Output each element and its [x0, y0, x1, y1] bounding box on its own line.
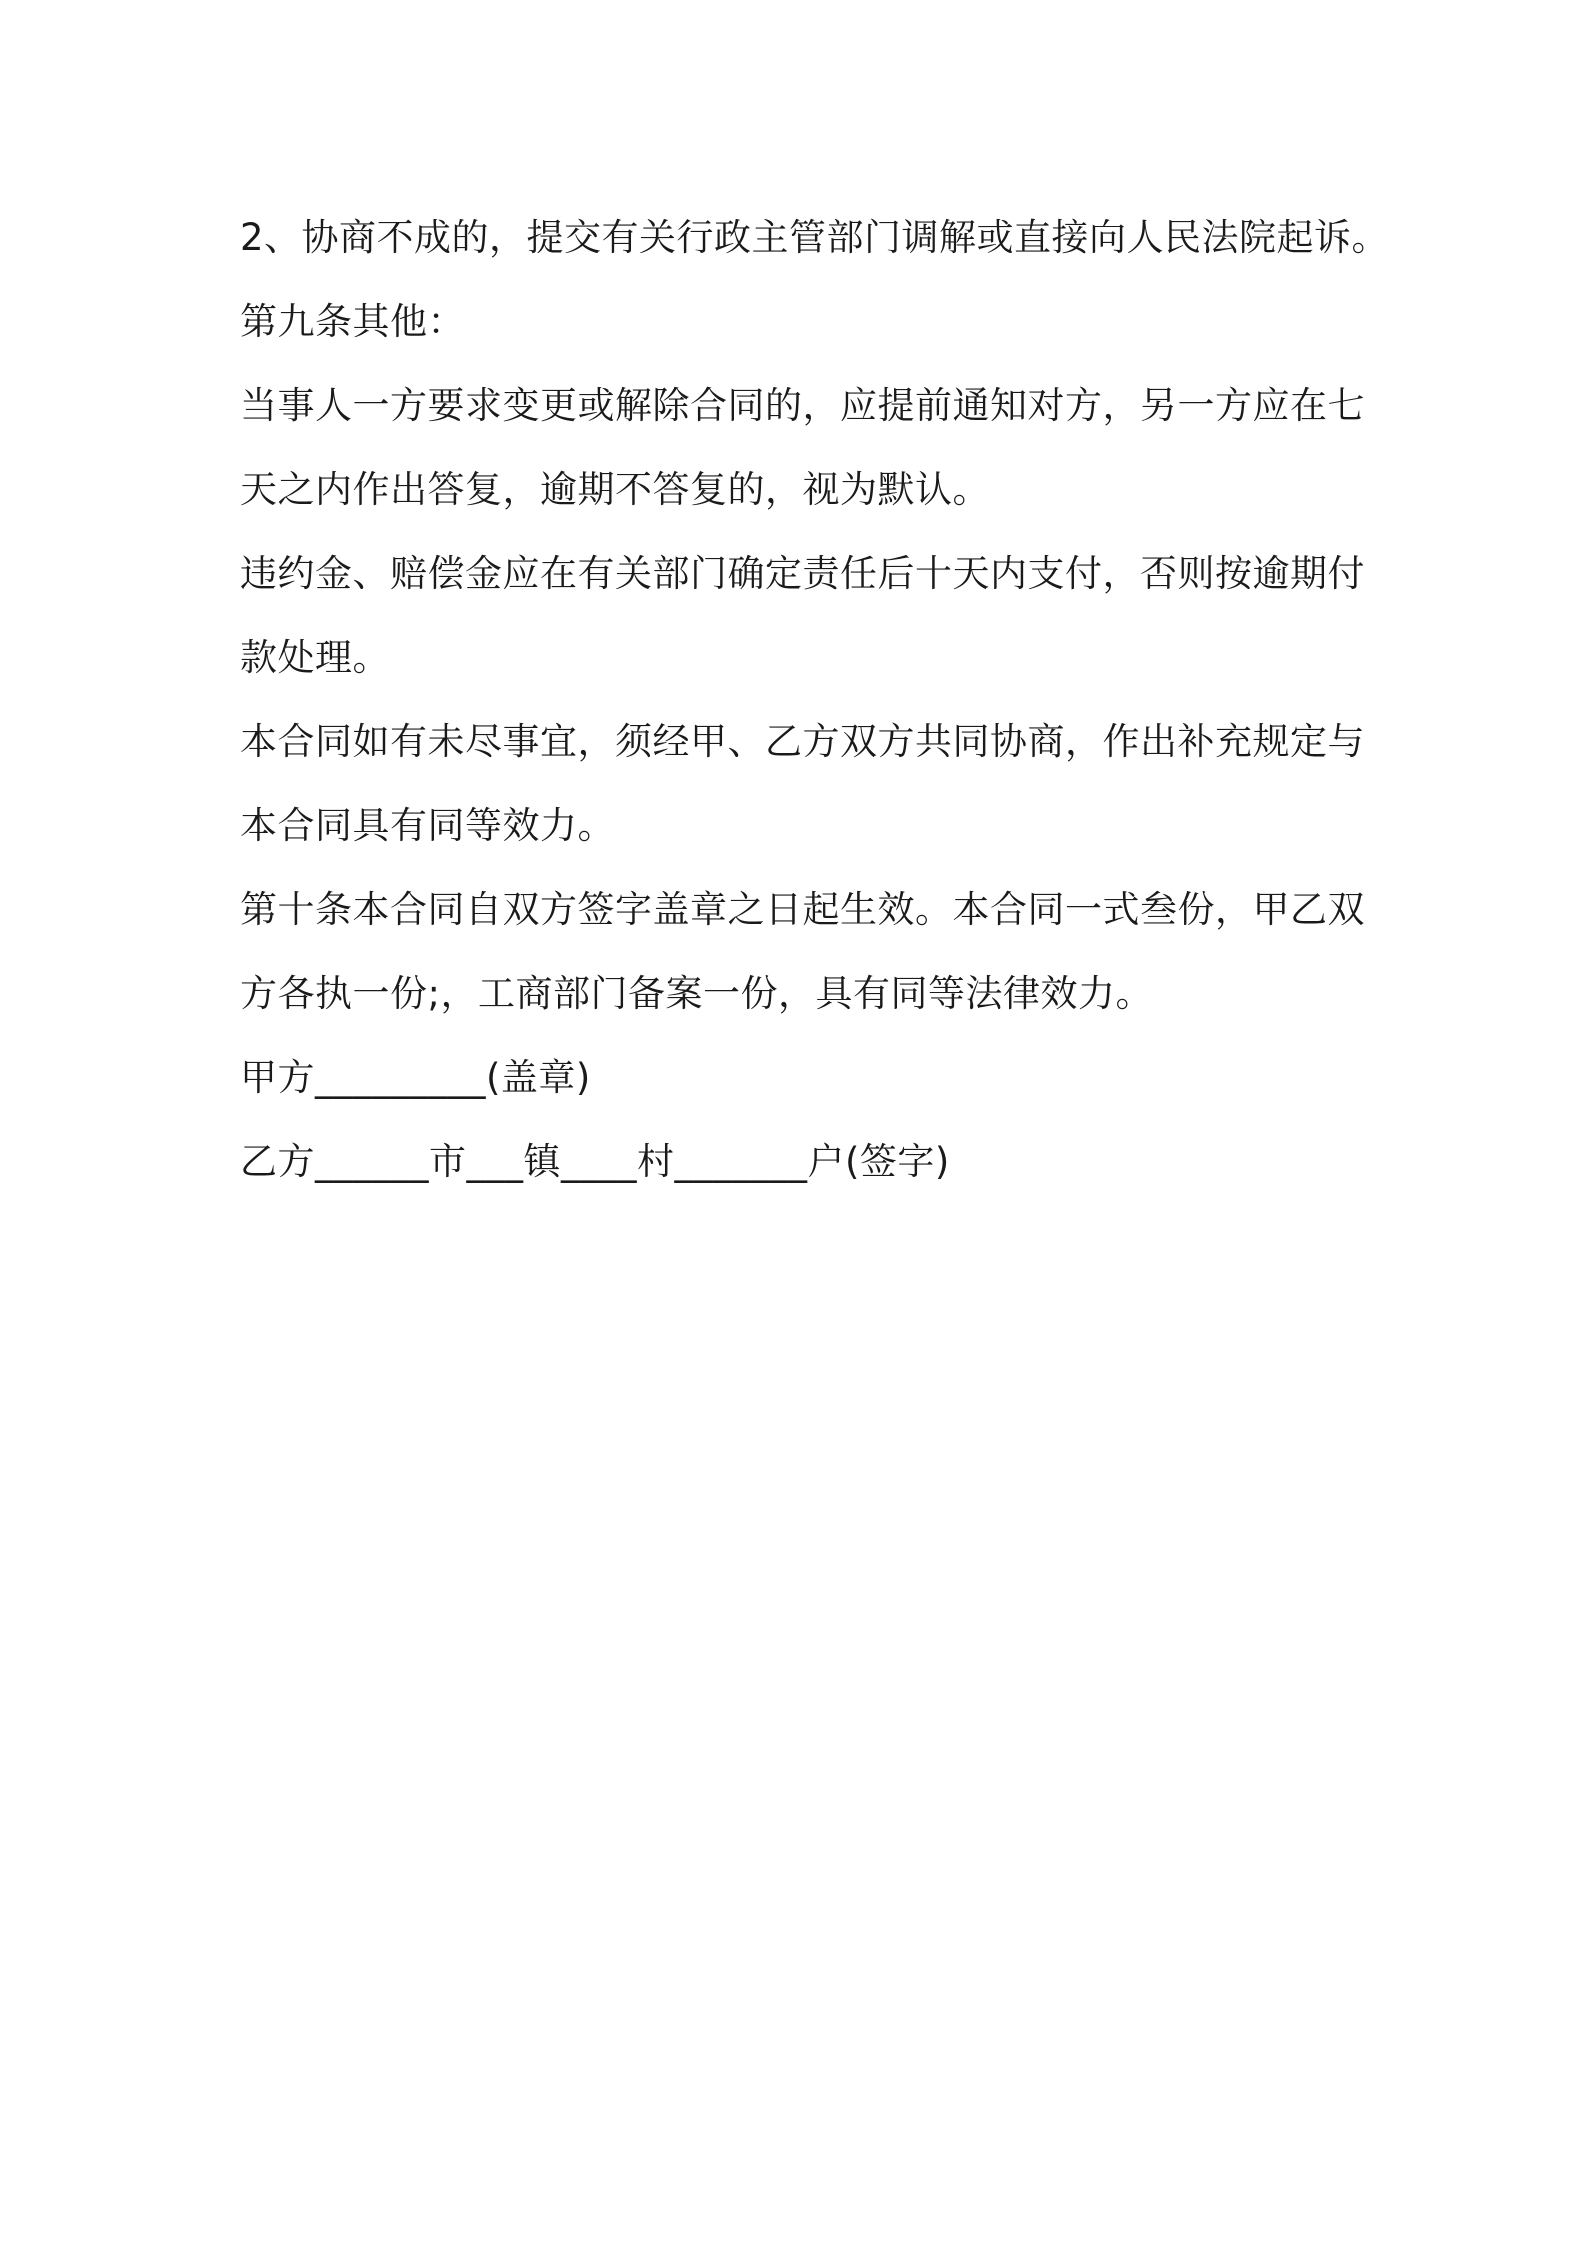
- dispute-resolution-clause-2: 2、协商不成的，提交有关行政主管部门调解或直接向人民法院起诉。: [240, 216, 1390, 259]
- contract-text-body: [240, 196, 1390, 1204]
- article-10-effective-clause-line-2: 方各执一份;，工商部门备案一份，具有同等法律效力。: [240, 972, 1153, 1015]
- article-9-heading: 第九条其他：: [240, 300, 465, 343]
- penalty-payment-clause-line-2: 款处理。: [240, 636, 390, 679]
- supplementary-clause-line-2: 本合同具有同等效力。: [240, 804, 615, 847]
- contract-change-clause-line-2: 天之内作出答复，逾期不答复的，视为默认。: [240, 468, 990, 511]
- supplementary-clause-line-1: 本合同如有未尽事宜，须经甲、乙方双方共同协商，作出补充规定与: [240, 720, 1365, 763]
- party-a-signature-line: 甲方_________(盖章): [240, 1056, 591, 1099]
- article-10-effective-clause-line-1: 第十条本合同自双方签字盖章之日起生效。本合同一式叁份，甲乙双: [240, 888, 1365, 931]
- party-b-signature-line: 乙方______市___镇____村_______户(签字): [240, 1140, 950, 1183]
- contract-change-clause-line-1: 当事人一方要求变更或解除合同的，应提前通知对方，另一方应在七: [240, 384, 1365, 427]
- penalty-payment-clause-line-1: 违约金、赔偿金应在有关部门确定责任后十天内支付，否则按逾期付: [240, 552, 1365, 595]
